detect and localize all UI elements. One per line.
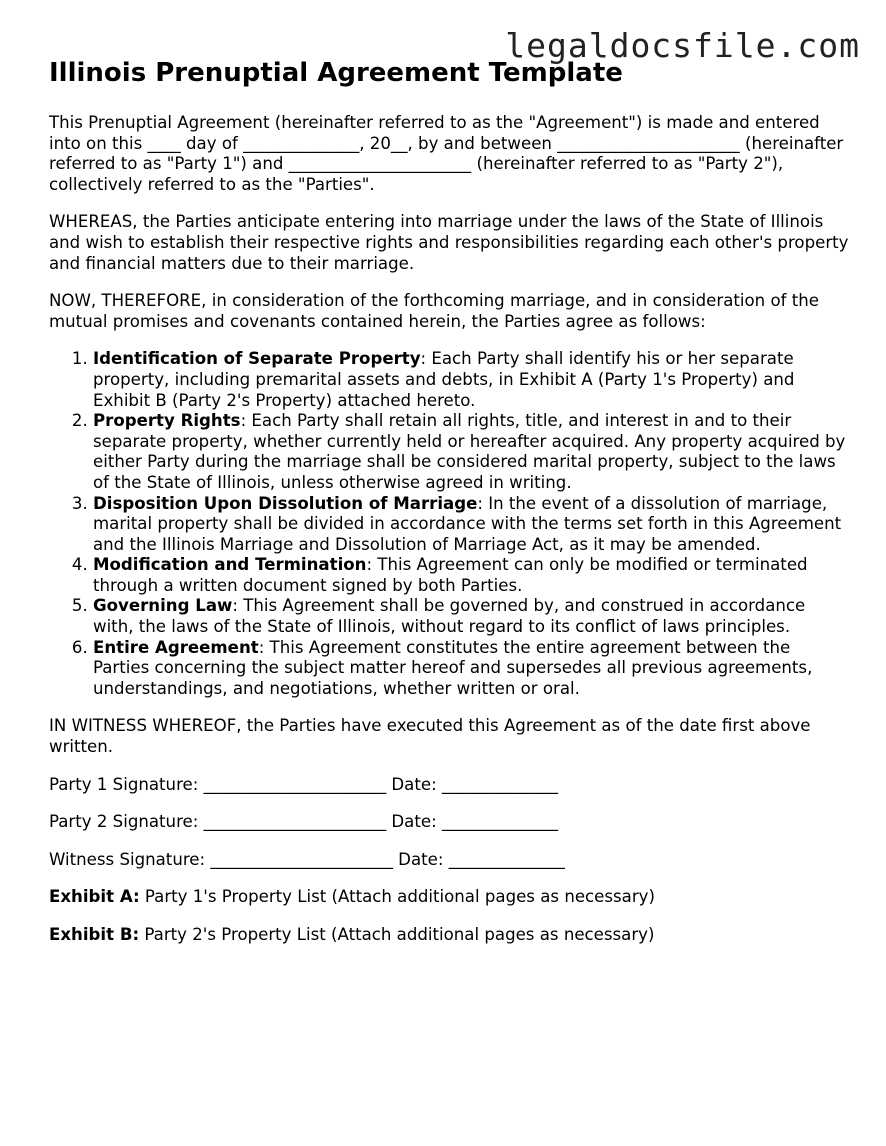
exhibit-b-line <box>49 925 849 946</box>
exhibit-b-label: Exhibit B: <box>49 925 140 944</box>
clause-heading: Disposition Upon Dissolution of Marriage <box>93 493 478 513</box>
watermark: legaldocsfile.com <box>505 26 860 65</box>
now-therefore-paragraph: NOW, THEREFORE, in consideration of the forthcoming marriage, and in consideration of the mutual promises and covenants contained herein, the Parties agree as follows: <box>49 291 819 331</box>
clause-item <box>93 494 849 556</box>
clause-heading: Property Rights <box>93 411 241 431</box>
clause-text: : In the event of a dissolution of marriage, marital property shall be divided in accordance with the terms set forth in this Agreement and the Illinois Marriage and Dissolution of Marriage Act, as it may be amended. <box>93 493 842 554</box>
exhibit-a-line <box>49 887 849 908</box>
clause-text: : This Agreement constitutes the entire agreement between the Parties concerning the subject matter hereof and supersedes all previous agreements, understandings, and negotiations, whether written or oral. <box>93 637 813 698</box>
clause-item <box>93 555 849 596</box>
clause-text: : Each Party shall retain all rights, title, and interest in and to their separate property, whether currently held or hereafter acquired. Any property acquired by either Party during the marriage shall be considered marital property, subject to the laws of the State of Illinois, unless otherwise agreed in writing. <box>93 411 846 492</box>
clause-item <box>93 596 849 637</box>
clause-heading: Modification and Termination <box>93 555 367 575</box>
clause-heading: Identification of Separate Property <box>93 349 421 369</box>
page-title: Illinois Prenuptial Agreement Template <box>49 58 623 88</box>
whereas-paragraph: WHEREAS, the Parties anticipate entering into marriage under the laws of the State of Illinois and wish to establish their respective rights and responsibilities regarding each other's property and financial matters due to their marriage. <box>49 212 849 273</box>
clause-item <box>93 411 849 493</box>
intro-paragraph: This Prenuptial Agreement (hereinafter referred to as the "Agreement") is made and entered into on this ____ day of ______________, 20__, by and between ______________________ (hereinafter referred to as "Party 1") and ______________________ (hereinafter referred to as "Party 2"), collectively referred to as the "Parties". <box>49 113 844 194</box>
witness-signature-line: Witness Signature: ______________________ Date: ______________ <box>49 849 565 869</box>
clause-item <box>93 638 849 700</box>
clause-text: : This Agreement shall be governed by, and construed in accordance with, the laws of the State of Illinois, without regard to its conflict of laws principles. <box>93 596 806 637</box>
party2-signature-line: Party 2 Signature: ______________________ Date: ______________ <box>49 812 559 832</box>
document-body <box>49 113 849 963</box>
clause-heading: Governing Law <box>93 596 233 616</box>
party1-signature-line: Party 1 Signature: ______________________ Date: ______________ <box>49 774 559 794</box>
clause-item <box>93 349 849 411</box>
exhibit-a-text: Party 1's Property List (Attach additional pages as necessary) <box>139 887 655 907</box>
clause-text: : This Agreement can only be modified or terminated through a written document signed by both Parties. <box>93 555 808 595</box>
clause-text: : Each Party shall identify his or her separate property, including premarital assets and debts, in Exhibit A (Party 1's Property) and Exhibit B (Party 2's Property) attached hereto. <box>93 349 795 410</box>
exhibit-b-text: Party 2's Property List (Attach additional pages as necessary) <box>139 925 655 944</box>
clause-heading: Entire Agreement <box>93 637 259 657</box>
clause-list <box>49 349 849 699</box>
exhibit-a-label: Exhibit A: <box>49 887 140 907</box>
witness-paragraph: IN WITNESS WHEREOF, the Parties have executed this Agreement as of the date first above written. <box>49 716 811 757</box>
